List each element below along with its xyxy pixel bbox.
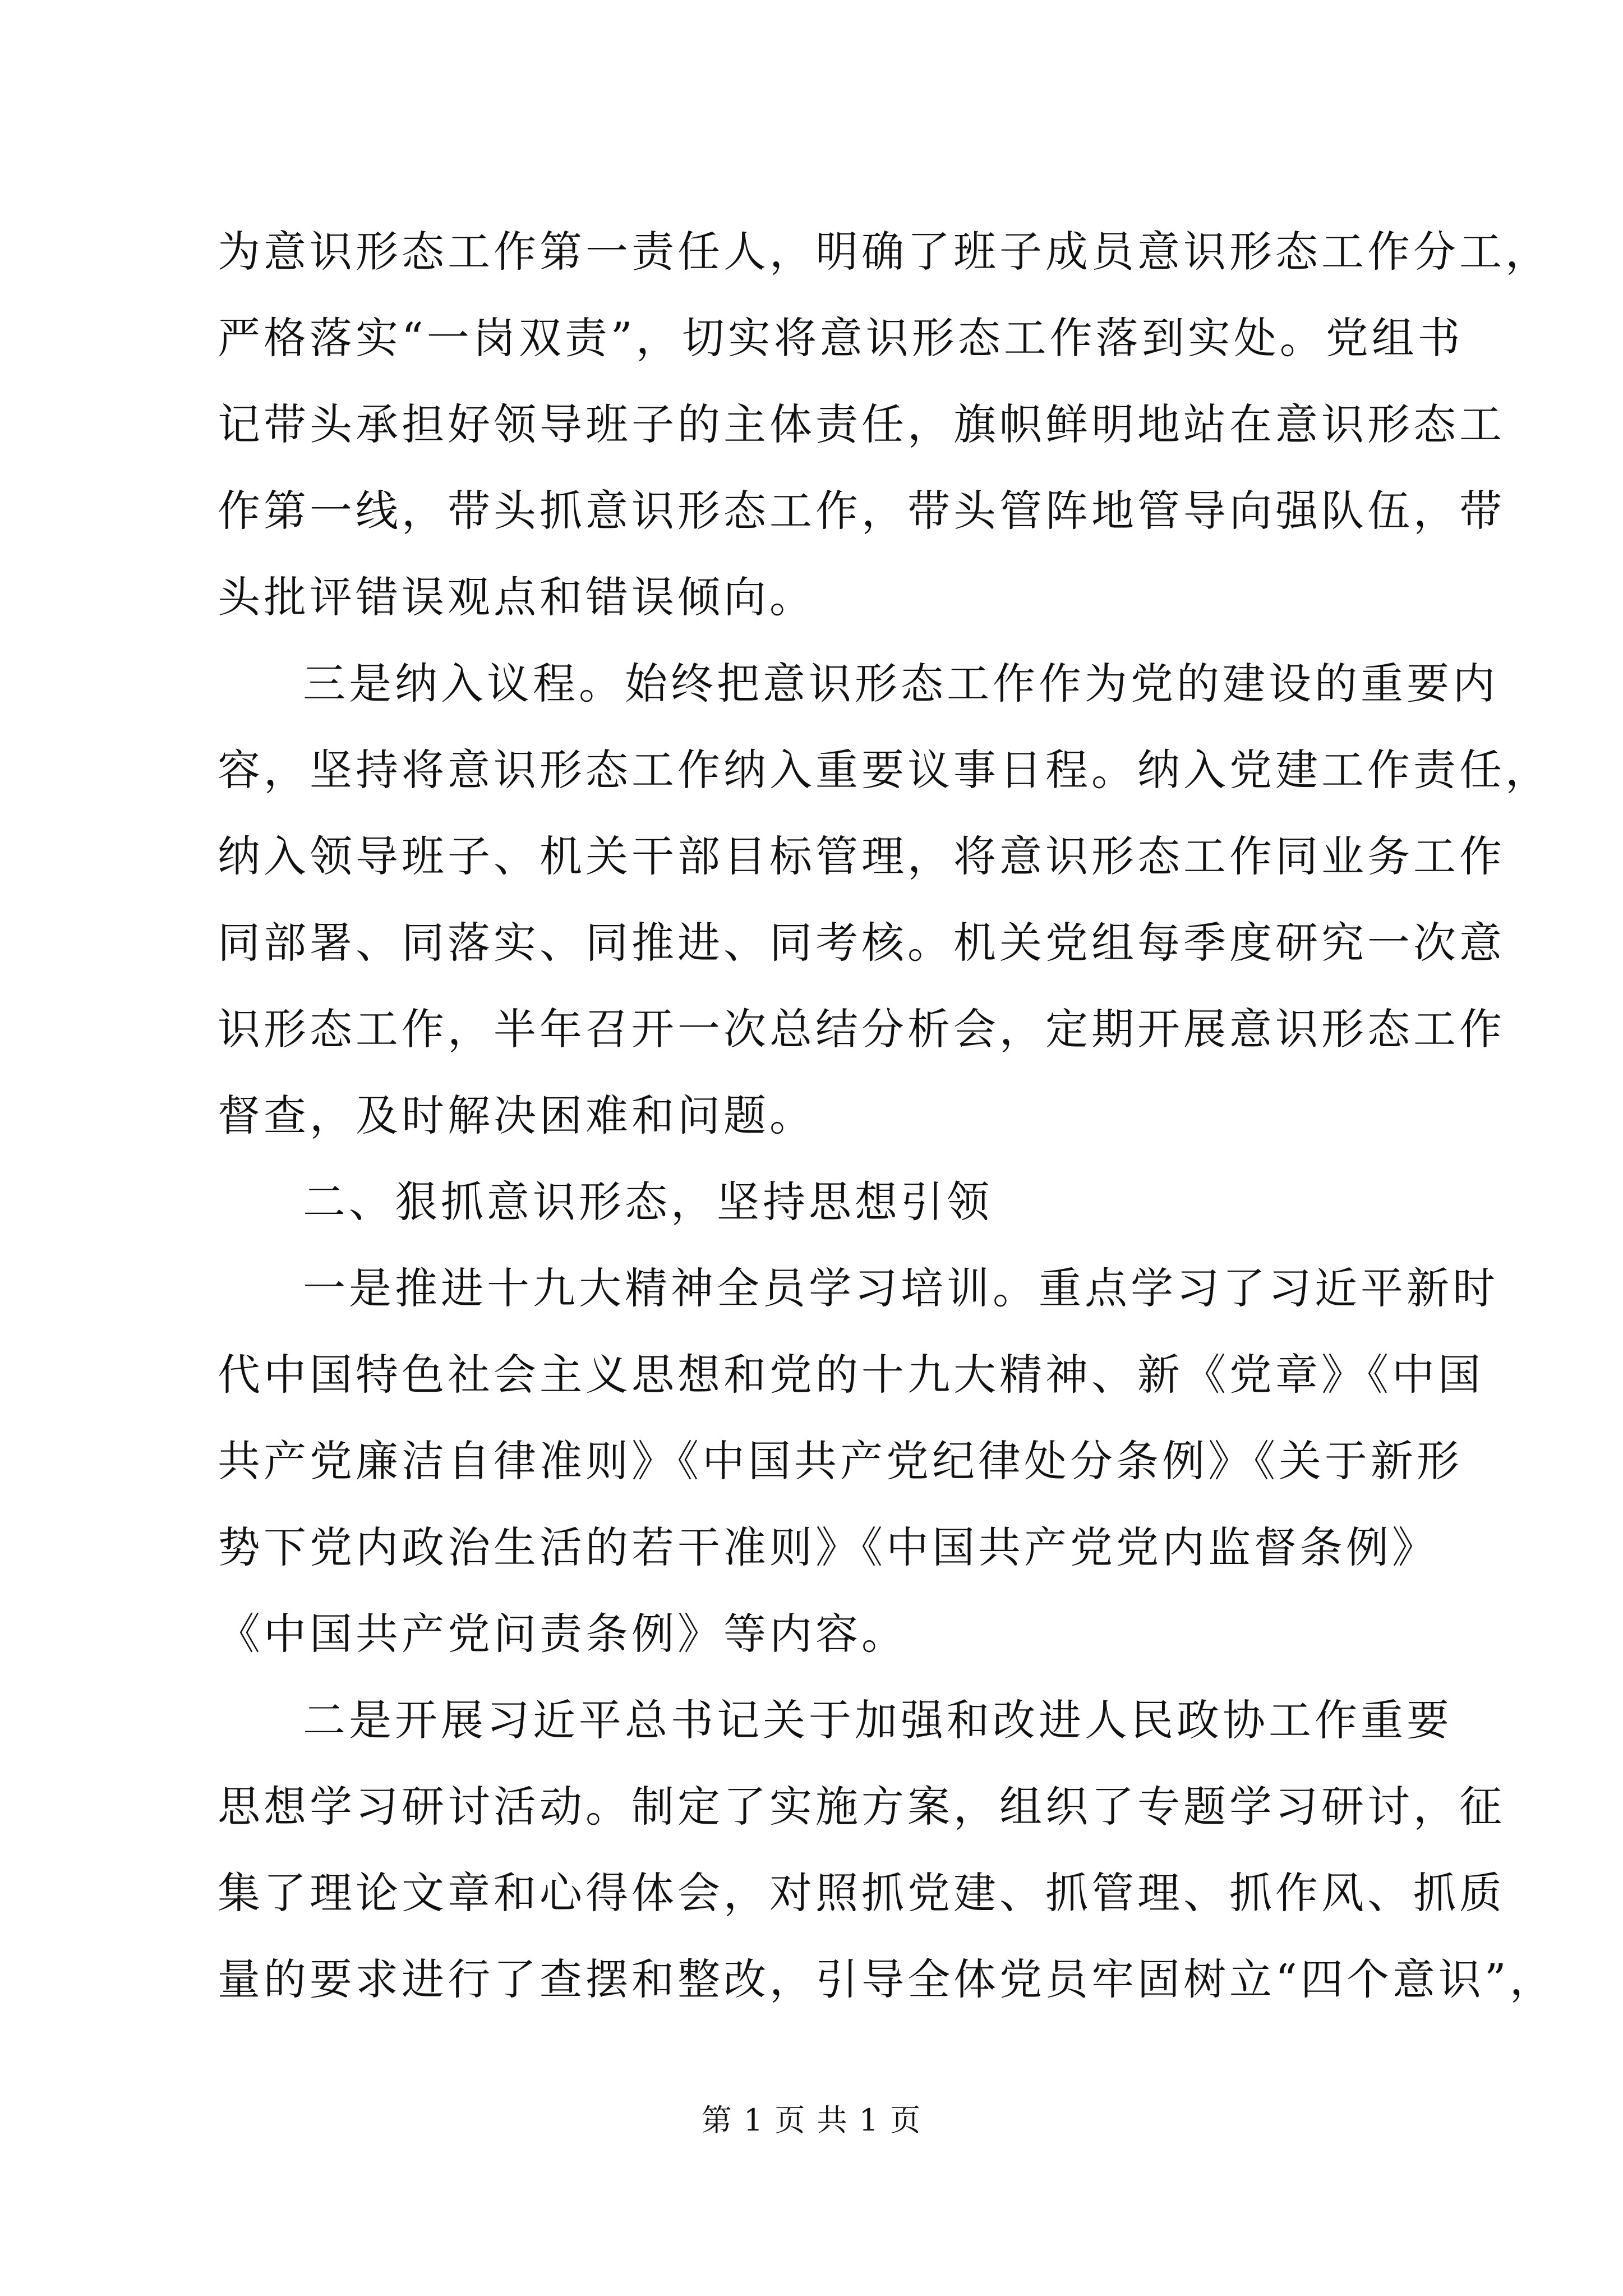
body-text <box>218 209 1556 2023</box>
text-line: 严格落实“一岗双责”，切实将意识形态工作落到实处。党组书 <box>218 313 1464 363</box>
text-line: 头批评错误观点和错误倾向。 <box>218 572 815 622</box>
text-line: 共产党廉洁自律准则》《中国共产党纪律处分条例》《关于新形 <box>218 1436 1463 1486</box>
paragraph-first-line: 二是开展习近平总书记关于加强和改进人民政协工作重要 <box>303 1695 1453 1745</box>
text-line: 纳入领导班子、机关干部目标管理，将意识形态工作同业务工作 <box>218 831 1505 881</box>
text-line: 同部署、同落实、同推进、同考核。机关党组每季度研究一次意 <box>218 918 1505 968</box>
text-line: 督查，及时解决困难和问题。 <box>218 1091 815 1140</box>
text-line: 记带头承担好领导班子的主体责任，旗帜鲜明地站在意识形态工 <box>218 399 1505 449</box>
section-heading: 二、狠抓意识形态，坚持思想引领 <box>303 1177 993 1227</box>
page-footer: 第 1 页 共 1 页 <box>701 2102 922 2138</box>
text-line: 量的要求进行了查摆和整改，引导全体党员牢固树立“四个意识”， <box>218 1954 1556 2004</box>
text-line: 思想学习研讨活动。制定了实施方案，组织了专题学习研讨，征 <box>218 1782 1505 1832</box>
paragraph-first-line: 三是纳入议程。始终把意识形态工作作为党的建设的重要内 <box>303 659 1498 708</box>
text-line: 代中国特色社会主义思想和党的十九大精神、新《党章》《中国 <box>218 1350 1484 1400</box>
text-line: 为意识形态工作第一责任人，明确了班子成员意识形态工作分工， <box>218 227 1551 277</box>
text-line: 《中国共产党问责条例》等内容。 <box>218 1609 907 1659</box>
paragraph-first-line: 一是推进十九大精神全员学习培训。重点学习了习近平新时 <box>303 1263 1498 1313</box>
text-line: 容，坚持将意识形态工作纳入重要议事日程。纳入党建工作责任， <box>218 745 1551 795</box>
text-line: 集了理论文章和心得体会，对照抓党建、抓管理、抓作风、抓质 <box>218 1868 1505 1918</box>
text-line: 势下党内政治生活的若干准则》《中国共产党党内监督条例》 <box>218 1522 1438 1572</box>
text-line: 识形态工作，半年召开一次总结分析会，定期开展意识形态工作 <box>218 1004 1505 1054</box>
text-line: 作第一线，带头抓意识形态工作，带头管阵地管导向强队伍，带 <box>218 486 1505 536</box>
